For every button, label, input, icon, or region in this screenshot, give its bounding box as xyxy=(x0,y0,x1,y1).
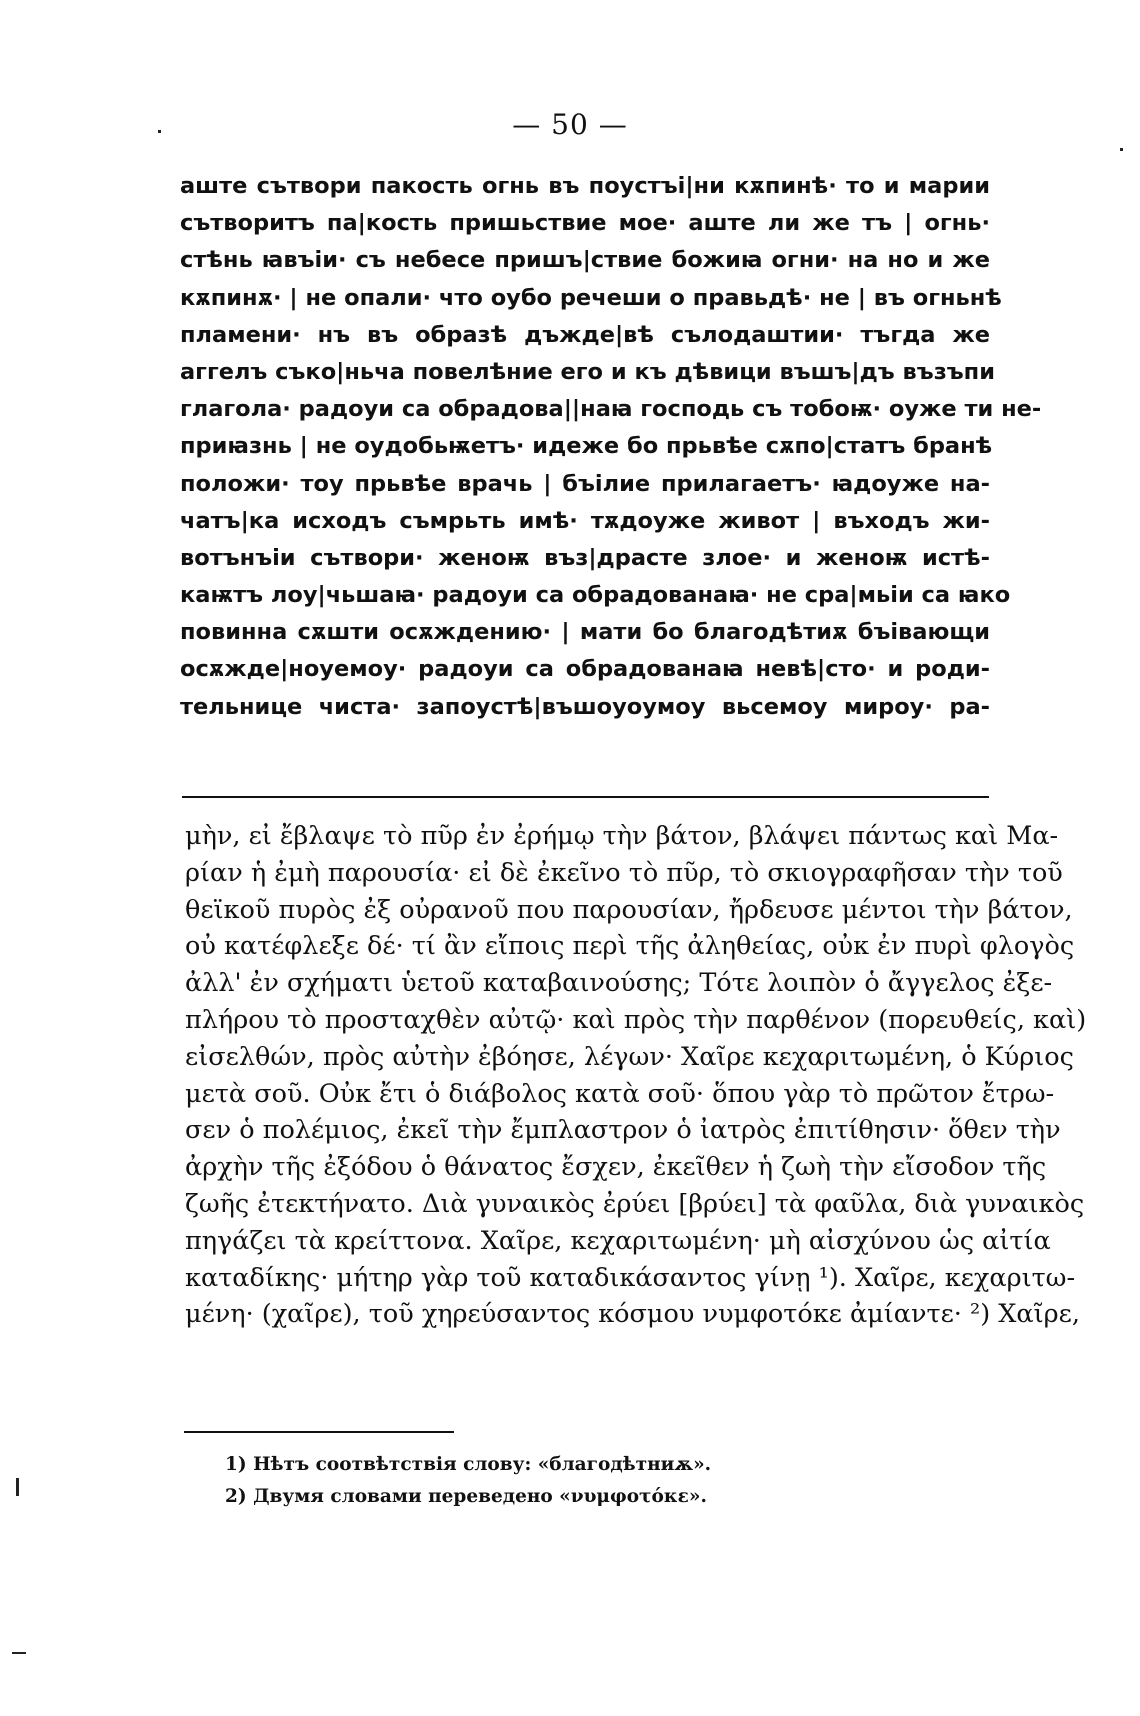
greek-line: πηγάζει τὰ κρείττονα. Χαῖρε, κεχαριτωμένη· μὴ αἰσχύνου ὡς αἰτία xyxy=(185,1225,1051,1256)
section-divider xyxy=(182,796,989,798)
slavonic-line: осѫжде|ноуемоу· радоуи са обрадованаꙗ невѣ|сто· и роди- xyxy=(180,656,990,683)
page-number: — 50 — xyxy=(512,108,628,141)
slavonic-line: пламени· нъ въ образѣ дъжде|вѣ сълодаштии· тъгда же xyxy=(180,321,990,348)
slavonic-line: вотънъіи сътвори· женоѭ въз|драсте злое· и женоѭ истѣ- xyxy=(180,544,990,571)
footnote-divider xyxy=(184,1431,454,1433)
scan-mark xyxy=(12,1652,26,1654)
slavonic-line: аште сътвори пакость огнь въ поустъі|ни кѫпинѣ· то и марии xyxy=(180,173,990,199)
slavonic-line: приꙗзнь | не оудобьѭетъ· идеже бо прьвѣе сѫпо|статъ бранѣ xyxy=(180,433,993,460)
greek-line: πλήρου τὸ προσταχθὲν αὐτῷ· καὶ πρὸς τὴν παρθένον (πορευθείς, καὶ) xyxy=(185,1004,1087,1035)
greek-line: εἰσελθών, πρὸς αὐτὴν ἐβόησε, λέγων· Χαῖρε κεχαριτωμένη, ὁ Κύριος xyxy=(185,1041,1074,1072)
slavonic-line: глагола· радоуи са обрадова||наꙗ господь съ тобоѭ· оуже ти не- xyxy=(180,396,1042,423)
footnotes xyxy=(225,1449,985,1513)
greek-line: ἀρχὴν τῆς ἐξόδου ὁ θάνατος ἔσχεν, ἐκεῖθεν ἡ ζωὴ τὴν εἴσοδον τῆς xyxy=(185,1152,1047,1183)
greek-line: σεν ὁ πολέμιος, ἐκεῖ τὴν ἔμπλαστρον ὁ ἰατρὸς ἐπιτίθησιν· ὅθεν τὴν xyxy=(185,1115,1061,1146)
footnote-1: 1) Нѣтъ соотвѣтствія слову: «благодѣтниѫ». xyxy=(225,1454,712,1475)
scan-mark xyxy=(158,130,161,133)
slavonic-text-block xyxy=(180,168,1042,726)
greek-line: ζωῆς ἐτεκτήνατο. Διὰ γυναικὸς ἐρύει [βρύει] τὰ φαῦλα, διὰ γυναικὸς xyxy=(185,1188,1085,1219)
greek-line: θεϊκοῦ πυρὸς ἐξ οὐρανοῦ που παρουσίαν, ἤρδευσε μέντοι τὴν βάτον, xyxy=(185,894,1073,925)
scan-mark xyxy=(1120,148,1123,151)
slavonic-line: положи· тоу прьвѣе врачь | бъілие прилагаетъ· ꙗдоуже на- xyxy=(180,470,990,497)
greek-line: οὐ κατέφλεξε δέ· τί ἂν εἴποις περὶ τῆς ἀληθείας, οὐκ ἐν πυρὶ φλογὸς xyxy=(185,931,1075,962)
greek-line: μὴν, εἰ ἔβλαψε τὸ πῦρ ἐν ἐρήμῳ τὴν βάτον, βλάψει πάντως καὶ Μα- xyxy=(185,821,1059,851)
slavonic-line: кѫпинѫ· | не опали· что оубо речеши о правьдѣ· не | въ огньнѣ xyxy=(180,284,1002,311)
slavonic-line: тельнице чиста· запоустѣ|въшоуоумоу вьсемоу мироу· ра- xyxy=(180,693,990,720)
footnote-2: 2) Двумя словами переведено «νυμφοτόκε». xyxy=(225,1486,707,1507)
greek-line: μένη· (χαῖρε), τοῦ χηρεύσαντος κόσμου νυμφοτόκε ἀμίαντε· ²) Χαῖρε, xyxy=(185,1299,1080,1330)
slavonic-line: стѣнь ꙗвъіи· съ небесе пришъ|ствие божиꙗ огни· на но и же xyxy=(180,247,990,274)
greek-line: ἀλλ' ἐν σχήματι ὑετοῦ καταβαινούσης; Τότε λοιπὸν ὁ ἄγγελος ἐξε- xyxy=(185,968,1053,999)
greek-line: μετὰ σοῦ. Οὐκ ἔτι ὁ διάβολος κατὰ σοῦ· ὅπου γὰρ τὸ πρῶτον ἔτρω- xyxy=(185,1078,1055,1109)
greek-text-block xyxy=(185,818,1087,1333)
slavonic-line: сътворитъ па|кость пришьствие мое· аште ли же тъ | огнь· xyxy=(180,210,990,237)
scan-mark xyxy=(16,1478,19,1496)
greek-line: ρίαν ἡ ἐμὴ παρουσία· εἰ δὲ ἐκεῖνο τὸ πῦρ, τὸ σκιογραφῆσαν τὴν τοῦ xyxy=(185,857,1063,888)
slavonic-line: аггелъ съко|ньча повелѣние его и къ дѣвици въшъ|дъ възъпи xyxy=(180,358,995,385)
slavonic-line: повинна сѫшти осѫждению· | мати бо благодѣтиѫ бъівающи xyxy=(180,619,990,646)
greek-line: καταδίκης· μήτηρ γὰρ τοῦ καταδικάσαντος γίνῃ ¹). Χαῖρε, κεχαριτω- xyxy=(185,1262,1076,1293)
slavonic-line: чатъ|ка исходъ съмрьть имѣ· тѫдоуже живот | въходъ жи- xyxy=(180,507,990,534)
slavonic-line: каѭтъ лоу|чьшаꙗ· радоуи са обрадованаꙗ· не сра|мьіи са ꙗко xyxy=(180,582,1011,609)
